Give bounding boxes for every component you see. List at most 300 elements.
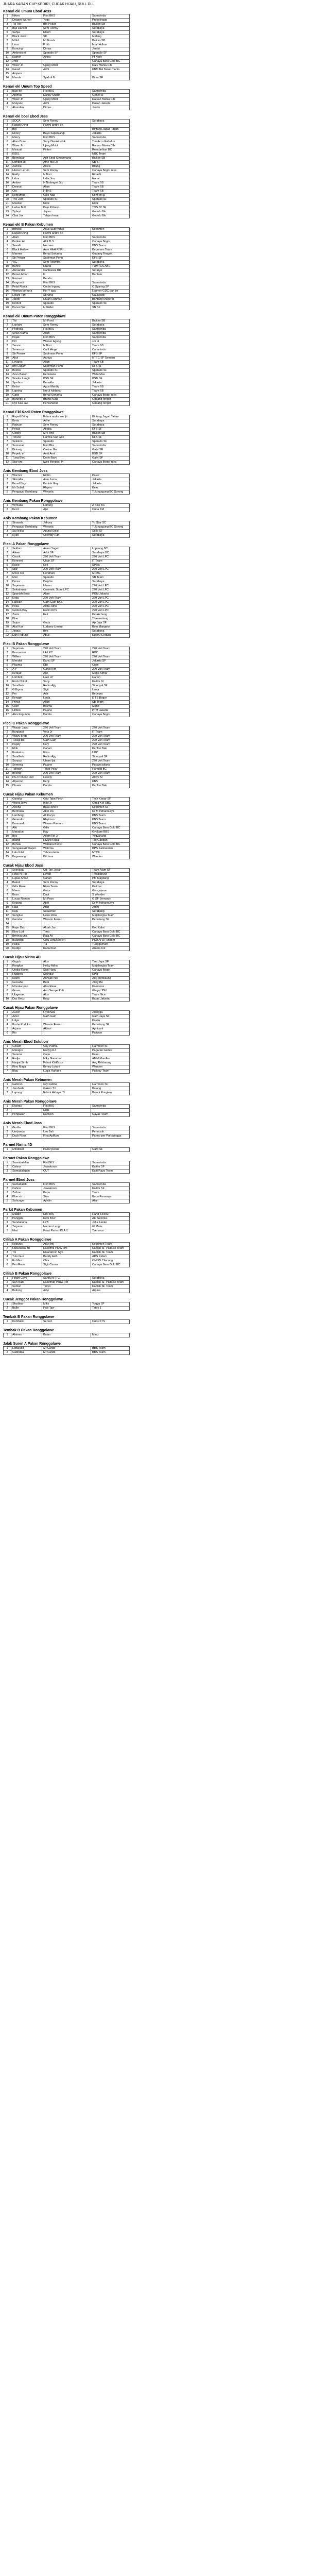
team-cell: Miniz [91, 1333, 130, 1337]
table-row [4, 240, 130, 244]
rank-cell: 2 [4, 1281, 11, 1285]
bird-name-cell: Strawala [11, 521, 42, 526]
results-table [3, 647, 130, 717]
bird-name-cell: Star bro [11, 461, 42, 465]
bird-name-cell: Marmer [11, 252, 42, 257]
rank-cell: 7 [4, 751, 11, 755]
owner-cell: Bantah Guy [42, 482, 91, 486]
bird-name-cell: Raldy [11, 173, 42, 177]
rank-cell: 2 [4, 1109, 11, 1113]
team-cell: KFS SF [91, 365, 130, 369]
bird-name-cell: Hitam Coyo [11, 1277, 42, 1281]
owner-cell: Aan Sempe Pati [42, 989, 91, 993]
team-cell: KFS SF [91, 436, 130, 440]
bird-name-cell: Sarama [11, 1053, 42, 1057]
team-cell: KFS SF [91, 257, 130, 261]
owner-cell: Gath Gain BKS [42, 601, 91, 605]
bird-name-cell: Cahrar [11, 1187, 42, 1191]
team-cell: Rinaldi [91, 173, 130, 177]
team-cell: Jambi [91, 106, 130, 110]
rank-cell: 12 [4, 273, 11, 277]
bird-name-cell: Keria [11, 419, 42, 423]
table-row [4, 132, 130, 136]
team-cell: BSB SF [91, 452, 130, 456]
table-row [4, 889, 130, 893]
owner-cell: Wahmia [42, 847, 91, 851]
rank-cell: 19 [4, 621, 11, 625]
team-cell: Jilaty Bo [91, 981, 130, 985]
bird-name-cell: Kelso [11, 385, 42, 389]
bird-name-cell: Kopunis [11, 1243, 42, 1247]
table-row [4, 336, 130, 340]
bird-name-cell: Gatoj [11, 394, 42, 398]
rank-cell: 14 [4, 373, 11, 377]
owner-cell: Rizzal [42, 265, 91, 269]
owner-cell: Alam [42, 185, 91, 190]
bird-name-cell: Lantam [11, 324, 42, 328]
bird-name-cell: Sungaku Air Kapor [11, 847, 42, 851]
owner-cell: Ajie [42, 672, 91, 676]
rank-cell: 8 [4, 257, 11, 261]
rank-cell: 11 [4, 910, 11, 914]
rank-cell: 15 [4, 285, 11, 290]
rank-cell: 2 [4, 124, 11, 128]
bird-name-cell: Sahja [11, 31, 42, 35]
owner-cell: Fikra [42, 751, 91, 755]
team-cell [91, 124, 130, 128]
results-table [3, 1044, 130, 1074]
table-row [4, 1187, 130, 1191]
owner-cell: Jewakorun [42, 1165, 91, 1170]
table-row [4, 869, 130, 873]
owner-cell: Robin Ajig [42, 684, 91, 688]
rank-cell: 3 [4, 1191, 11, 1195]
table-row [4, 252, 130, 257]
bird-name-cell: ESEL [11, 152, 42, 157]
rank-cell: 19 [4, 302, 11, 306]
owner-cell: Fauzi Parin - KLA Y [42, 1229, 91, 1233]
rank-cell: 7 [4, 572, 11, 576]
result-section [3, 1143, 119, 1152]
owner-cell: Mikk [42, 1302, 91, 1307]
table-row [4, 385, 130, 389]
team-cell: Gl Mala [91, 1225, 130, 1229]
team-cell: Yo Star SC [91, 521, 130, 526]
rank-cell: 4 [4, 534, 11, 538]
bird-name-cell: Pangjalu [11, 1217, 42, 1221]
bird-name-cell: Pengayar Kumbang [11, 526, 42, 530]
team-cell: Pt Nocy [91, 56, 130, 60]
table-row [4, 613, 130, 617]
bird-name-cell: Blue [11, 617, 42, 621]
rank-cell: 2 [4, 1049, 11, 1053]
team-cell: Suraryo [91, 269, 130, 273]
table-row [4, 964, 130, 969]
rank-cell: 13 [4, 277, 11, 281]
team-cell: Kutoru Gedung [91, 634, 130, 638]
team-cell: Balitkn SB [91, 39, 130, 43]
rank-cell: 19 [4, 194, 11, 198]
table-row [4, 324, 130, 328]
team-cell: Erick [91, 202, 130, 206]
rank-cell: 8 [4, 676, 11, 680]
owner-cell: Vera Jr [42, 731, 91, 735]
team-cell: Jilengga [91, 1011, 130, 1015]
rank-cell: 11 [4, 688, 11, 692]
rank-cell: 1 [4, 547, 11, 551]
table-row [4, 236, 130, 240]
team-cell: Ajk Jaja SF [91, 621, 130, 625]
team-cell: Kaplak SF Team [91, 1285, 130, 1289]
table-row [4, 580, 130, 584]
owner-cell: 220 Volt Team [42, 597, 91, 601]
bird-name-cell: Lattakuta [11, 1347, 42, 1351]
owner-cell: Alas Raaa [42, 985, 91, 989]
owner-cell: 220 Volt Team [42, 655, 91, 659]
rank-cell: 10 [4, 452, 11, 456]
rank-cell: 10 [4, 52, 11, 56]
owner-cell: Dimas [42, 47, 91, 52]
rank-cell: 1 [4, 319, 11, 324]
results-table [3, 1147, 130, 1152]
section-title: Anis Merah Pakan Ronggolawe [3, 1100, 57, 1104]
rank-cell: 2 [4, 873, 11, 877]
owner-cell [42, 922, 91, 926]
table-row [4, 31, 130, 35]
table-row [4, 568, 130, 572]
table-row [4, 244, 130, 248]
owner-cell: Rin Y aga [42, 290, 91, 294]
owner-cell: Asm Juma [42, 478, 91, 482]
owner-cell: Tia [42, 943, 91, 947]
owner-cell: Alus [42, 960, 91, 964]
owner-cell: Benny Lotani [42, 1065, 91, 1070]
rank-cell: 1 [4, 1320, 11, 1324]
table-row [4, 377, 130, 381]
bird-name-cell: Bermusa [11, 810, 42, 814]
owner-cell: Jakony [42, 521, 91, 526]
rank-cell: 16 [4, 709, 11, 713]
result-section [3, 542, 119, 638]
team-cell: 220 Volt Team [91, 668, 130, 672]
table-row [4, 969, 130, 973]
table-row [4, 1183, 130, 1187]
bird-name-cell: Plasma [11, 664, 42, 668]
bird-name-cell: Gresaha [11, 981, 42, 985]
section-title: Pleci B Pakan Ronggolawe [3, 642, 49, 646]
bird-name-cell: Wayah Jawo [11, 726, 42, 731]
table-row [4, 784, 130, 788]
table-row [4, 1019, 130, 1023]
owner-cell: SK [42, 35, 91, 39]
owner-cell: Ervan Rahman [42, 298, 91, 302]
bird-name-cell: Wong Jowo [11, 802, 42, 806]
table-row [4, 906, 130, 910]
rank-cell: 9 [4, 352, 11, 357]
table-row [4, 185, 130, 190]
team-cell: Ratuan Mania Cibi [91, 98, 130, 102]
rank-cell: 19 [4, 943, 11, 947]
owner-cell: Sparatlo SF [42, 52, 91, 56]
rank-cell: 17 [4, 935, 11, 939]
bird-name-cell: Duck Rooz [11, 1134, 42, 1139]
bird-name-cell: Samabalalan [11, 1161, 42, 1165]
team-cell: Team SB [91, 385, 130, 389]
owner-cell: Gdiv [42, 826, 91, 831]
table-row [4, 555, 130, 560]
bird-name-cell: Lupas Aman [11, 877, 42, 881]
owner-cell: Sudirman Pohn [42, 352, 91, 357]
bird-name-cell: Abundan [11, 106, 42, 110]
section-title: Kenari ekl Umum Top Speed [3, 85, 52, 89]
rank-cell: 7 [4, 440, 11, 444]
bird-name-cell: Bilang [11, 839, 42, 843]
rank-cell: 4 [4, 1255, 11, 1259]
bird-name-cell: Gosar [11, 989, 42, 993]
team-cell: Jakarta [91, 381, 130, 385]
table-row [4, 348, 130, 352]
team-cell: Tam Jaya SF [91, 960, 130, 964]
rank-cell: 4 [4, 1195, 11, 1199]
owner-cell: Sparatlo [42, 576, 91, 580]
rank-cell: 4 [4, 560, 11, 564]
bird-name-cell: Gerendo [11, 818, 42, 822]
table-row [4, 1229, 130, 1233]
rank-cell: 10 [4, 997, 11, 1002]
owner-cell: Sony [42, 680, 91, 684]
table-row [4, 194, 130, 198]
table-row [4, 444, 130, 448]
rank-cell: 2 [4, 526, 11, 530]
rank-cell: 8 [4, 43, 11, 47]
rank-cell: 7 [4, 672, 11, 676]
rank-cell: 2 [4, 478, 11, 482]
table-row [4, 768, 130, 772]
owner-cell: Cosmetic Store LPC [42, 588, 91, 592]
team-cell: Tim Accu Fahrdun [91, 140, 130, 144]
table-row [4, 265, 130, 269]
result-section [3, 84, 119, 110]
bird-name-cell: Bali Dancer [11, 27, 42, 31]
owner-cell: Pajane [42, 764, 91, 768]
rank-cell: 2 [4, 964, 11, 969]
owner-cell: Riam Team [42, 885, 91, 889]
section-title: Cucak Jenggot Pakan Ronggolawe [3, 1298, 63, 1301]
team-cell: TOS 32 SF [91, 206, 130, 210]
rank-cell: 7 [4, 985, 11, 989]
bird-name-cell: Sonesuo [11, 348, 42, 352]
team-cell: Bintang Jagad Tatam [91, 128, 130, 132]
team-cell: SB Team [91, 576, 130, 580]
table-row [4, 440, 130, 444]
owner-cell: Rikaraiti sn Nyo [42, 1251, 91, 1255]
rank-cell: 18 [4, 617, 11, 621]
bird-name-cell: Kenal Bisy [11, 482, 42, 486]
team-cell: Samarinda [91, 336, 130, 340]
team-cell: Samarinda [91, 444, 130, 448]
team-cell: Surabaya [91, 534, 130, 538]
results-table [3, 1276, 130, 1293]
owner-cell: Ganis Kim [42, 668, 91, 672]
bird-name-cell: Kopramus [11, 194, 42, 198]
rank-cell: 17 [4, 185, 11, 190]
team-cell: Cahaya Baru Gold BC [91, 935, 130, 939]
owner-cell: Alam [42, 361, 91, 365]
team-cell: 220 Volt LPC [91, 568, 130, 572]
team-cell: PTM Jakarta [91, 709, 130, 713]
results-table [3, 89, 130, 110]
owner-cell: Alam [42, 701, 91, 705]
owner-cell: Heku Rima [42, 914, 91, 918]
table-row [4, 352, 130, 357]
owner-cell: Capu [42, 1053, 91, 1057]
owner-cell: Tahjan Irwan [42, 214, 91, 218]
bird-name-cell: Bullo [11, 1307, 42, 1311]
bird-name-cell: Sb Perusr [11, 352, 42, 357]
owner-cell: Sparatlo [42, 440, 91, 444]
bird-name-cell: Manda [11, 76, 42, 80]
bird-name-cell [11, 922, 42, 926]
table-row [4, 726, 130, 731]
team-cell: Bulupi Rongkuy [91, 1091, 130, 1095]
result-section [3, 642, 119, 717]
table-row [4, 90, 130, 94]
table-row [4, 1023, 130, 1027]
owner-cell: Ahaha [42, 428, 91, 432]
table-row [4, 124, 130, 128]
bird-name-cell: Gahirun [11, 1083, 42, 1087]
team-cell: Team SB [91, 389, 130, 394]
team-cell: Tinalbanyar [91, 873, 130, 877]
rank-cell: 4 [4, 1057, 11, 1061]
owner-cell: Abel [42, 902, 91, 906]
team-cell: Samarinda [91, 1126, 130, 1130]
owner-cell: Benalda [42, 381, 91, 385]
table-row [4, 389, 130, 394]
owner-cell: Benal Soharita [42, 394, 91, 398]
table-row [4, 989, 130, 993]
bird-name-cell: Wiser Jr [11, 64, 42, 68]
bird-name-cell: Maragro [11, 1049, 42, 1053]
rank-cell: 8 [4, 444, 11, 448]
table-row [4, 1061, 130, 1065]
table-row [4, 436, 130, 440]
team-cell: Wetu Mas [91, 373, 130, 377]
table-row [4, 456, 130, 461]
table-row [4, 1247, 130, 1251]
owner-cell: Mr Candil [42, 1347, 91, 1351]
table-row [4, 997, 130, 1002]
rank-cell: 4 [4, 240, 11, 244]
owner-cell: Sparatlo SF [42, 198, 91, 202]
rank-cell: 6 [4, 889, 11, 893]
owner-cell: Fikri BKS [42, 136, 91, 140]
team-cell: Team [91, 1191, 130, 1195]
bird-name-cell: Dorsa [11, 580, 42, 584]
results-table [3, 1104, 130, 1117]
bird-name-cell: Gamdar [11, 918, 42, 922]
table-row [4, 1347, 130, 1351]
owner-cell: Cahl Hinge [42, 348, 91, 352]
team-cell: Bebeyra [91, 692, 130, 697]
bird-name-cell: Aviona [11, 806, 42, 810]
rank-cell: 10 [4, 357, 11, 361]
table-row [4, 1065, 130, 1070]
result-section [3, 1238, 124, 1267]
bird-name-cell: Samabalagan [11, 1170, 42, 1174]
bird-name-cell: Semeng [11, 764, 42, 768]
rank-cell: 4 [4, 486, 11, 490]
team-cell: BBS Team [91, 244, 130, 248]
bird-name-cell: Ampera [11, 72, 42, 76]
bird-name-cell: Nanjai Sirrih [11, 1061, 42, 1065]
bird-name-cell: Niken [11, 14, 42, 19]
owner-cell: Buddy Asih [42, 1255, 91, 1259]
rank-cell: 5 [4, 106, 11, 110]
owner-cell [42, 617, 91, 621]
owner-cell: Fikri Bks [42, 444, 91, 448]
owner-cell: Inbe Jr [42, 802, 91, 806]
team-cell: Aug Rehbaung [91, 977, 130, 981]
bird-name-cell: Aileen [11, 551, 42, 555]
team-cell: Jakarta [91, 478, 130, 482]
bird-name-cell: Bagawang [11, 855, 42, 859]
team-cell: Kofonnas [91, 985, 130, 989]
bird-name-cell: Sokatnusah [11, 588, 42, 592]
results-table [3, 868, 130, 951]
result-section [3, 9, 119, 80]
bird-name-cell: Mendet [11, 659, 42, 664]
team-cell: Cuba KM [91, 508, 130, 512]
team-cell: Cahaya Bogor raya [91, 461, 130, 465]
owner-cell: Fikri BKS [42, 281, 91, 285]
team-cell: Team SB [91, 344, 130, 348]
table-row [4, 257, 130, 261]
team-cell: Kaplak SF Team [91, 1251, 130, 1255]
bird-name-cell: VIG [11, 261, 42, 265]
table-row [4, 52, 130, 56]
team-cell: UBC [91, 751, 130, 755]
results-table [3, 1242, 130, 1267]
bird-name-cell: Turaja Bo [11, 739, 42, 743]
owner-cell: Kamilon [42, 1113, 91, 1117]
table-row [4, 601, 130, 605]
result-section [3, 314, 119, 406]
owner-cell: Rhymo [42, 486, 91, 490]
table-row [4, 701, 130, 705]
owner-cell: Mr Funds [42, 39, 91, 43]
bird-name-cell: Mlatah [11, 1213, 42, 1217]
team-cell: Kaplak SF Palbuss Team [91, 1247, 130, 1251]
rank-cell: 13 [4, 169, 11, 173]
owner-cell: Mr Fond [42, 432, 91, 436]
table-row [4, 1105, 130, 1109]
table-row [4, 328, 130, 332]
owner-cell: Wiyanta [42, 490, 91, 495]
rank-cell: 10 [4, 157, 11, 161]
table-row [4, 647, 130, 651]
team-cell: Bantam [91, 273, 130, 277]
results-table [3, 119, 130, 218]
rank-cell: 12 [4, 365, 11, 369]
team-cell: Samarinda [91, 1183, 130, 1187]
rank-cell: 14 [4, 851, 11, 855]
table-row [4, 1217, 130, 1221]
owner-cell: Heksty [42, 776, 91, 780]
bird-name-cell: Purbe Kudoka [11, 1023, 42, 1027]
table-row [4, 1195, 130, 1199]
team-cell: Akr Sekotus [91, 1217, 130, 1221]
